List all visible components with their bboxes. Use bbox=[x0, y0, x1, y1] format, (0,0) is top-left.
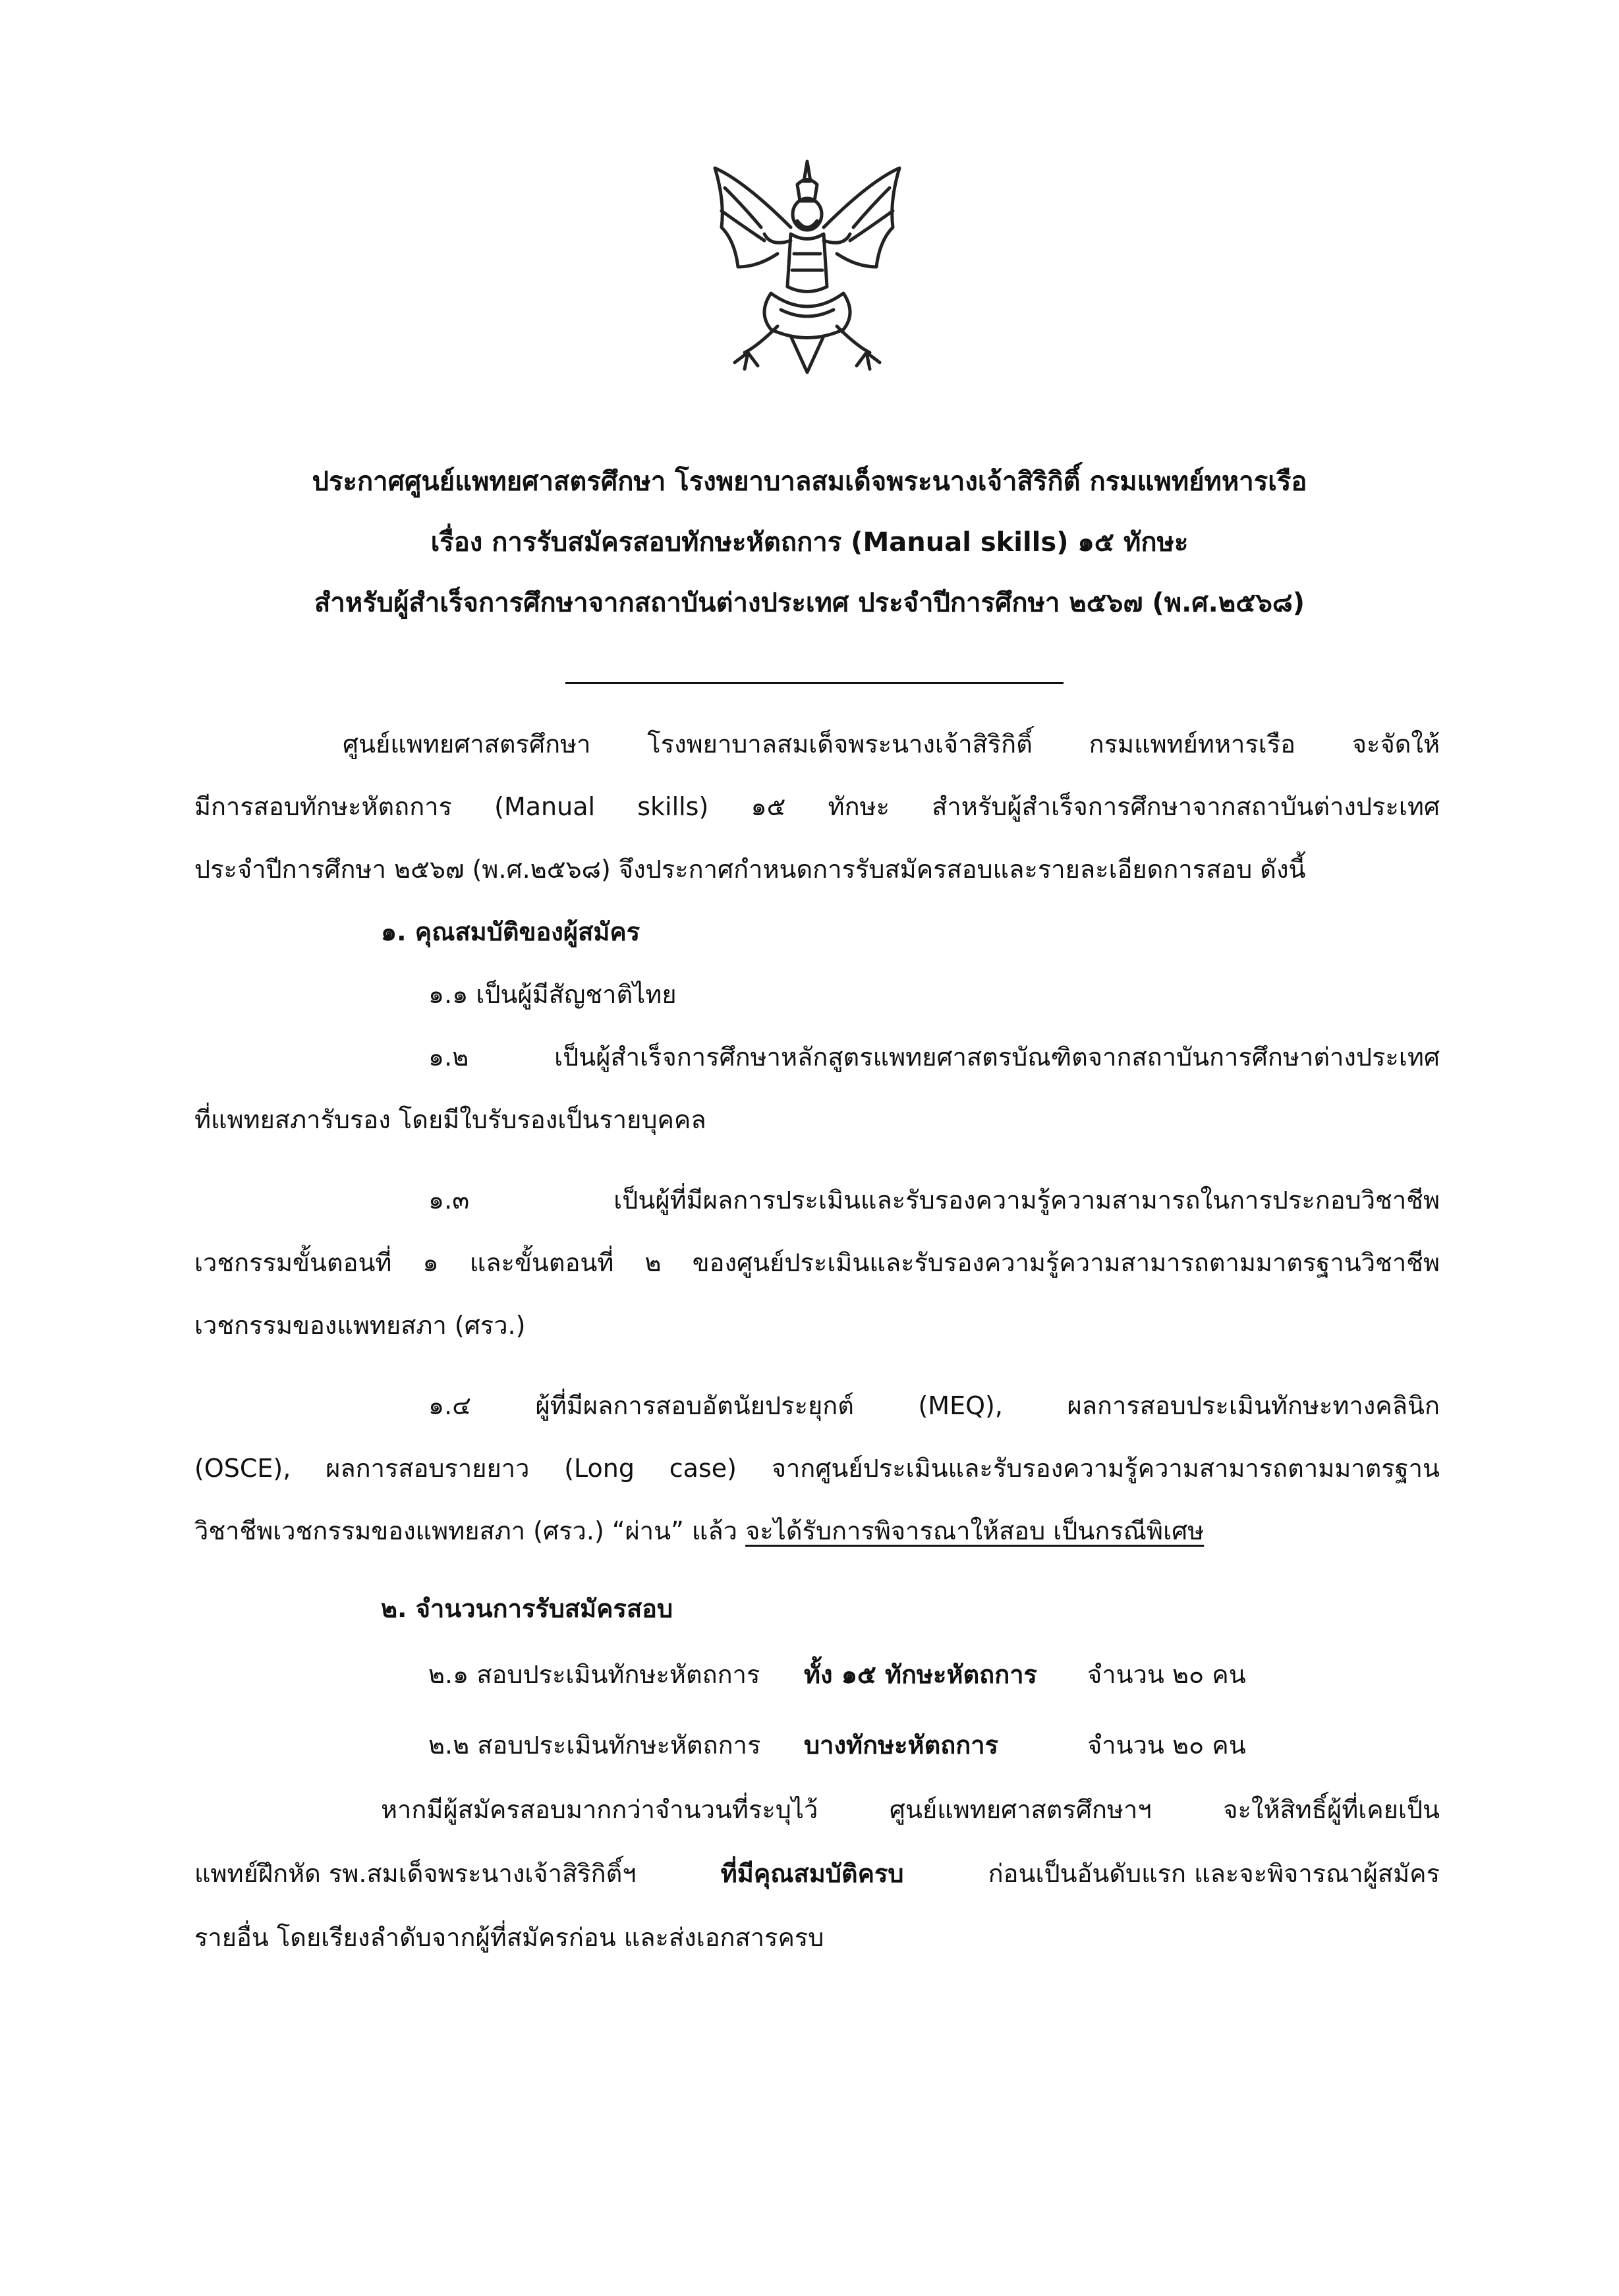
item-1-3-line-3: เวชกรรมของแพทยสภา (ศรว.) bbox=[194, 1311, 526, 1340]
announcement-scope: สำหรับผู้สำเร็จการศึกษาจากสถาบันต่างประเทศ ประจำปีการศึกษา ๒๕๖๗ (พ.ศ.๒๕๖๘) bbox=[314, 588, 1305, 618]
priority-line-1: หากมีผู้สมัครสอบมากกว่าจำนวนที่ระบุไว้ ศูนย์แพทยศาสตรศึกษาฯ จะให้สิทธิ์ผู้ที่เคยเป็น bbox=[381, 1795, 1440, 1824]
item-1-3-line-2: เวชกรรมขั้นตอนที่ ๑ และขั้นตอนที่ ๒ ของศูนย์ประเมินและรับรองความรู้ความสามารถตามมาตรฐานวิชาชีพ bbox=[194, 1248, 1440, 1277]
item-1-2-line-1: ๑.๒ เป็นผู้สำเร็จการศึกษาหลักสูตรแพทยศาสตรบัณฑิตจากสถาบันการศึกษาต่างประเทศ bbox=[428, 1043, 1440, 1072]
item-1-4-line-2: (OSCE), ผลการสอบรายยาว (Long case) จากศูนย์ประเมินและรับรองความรู้ความสามารถตามมาตรฐาน bbox=[194, 1454, 1440, 1483]
intro-line-3: ประจำปีการศึกษา ๒๕๖๗ (พ.ศ.๒๕๖๘) จึงประกาศกำหนดการรับสมัครสอบและรายละเอียดการสอบ ดังนี้ bbox=[194, 855, 1306, 884]
announcement-subject: เรื่อง การรับสมัครสอบทักษะหัตถการ (Manual skills) ๑๕ ทักษะ bbox=[430, 527, 1189, 558]
title-divider bbox=[565, 682, 1064, 684]
item-1-4-line-1: ๑.๔ ผู้ที่มีผลการสอบอัตนัยประยุกต์ (MEQ), ผลการสอบประเมินทักษะทางคลินิก bbox=[428, 1391, 1440, 1420]
section-2-title: ๒. จำนวนการรับสมัครสอบ bbox=[381, 1594, 673, 1623]
announcement-title: ประกาศศูนย์แพทยศาสตรศึกษา โรงพยาบาลสมเด็จพระนางเจ้าสิริกิติ์ กรมแพทย์ทหารเรือ bbox=[312, 467, 1307, 497]
item-1-4-line-3 bbox=[194, 1510, 1204, 1551]
item-1-2-line-2: ที่แพทยสภารับรอง โดยมีใบรับรองเป็นรายบุคคล bbox=[194, 1105, 706, 1134]
quota-row-2-count: จำนวน ๒๐ คน bbox=[1087, 1731, 1246, 1760]
priority-intern-text: แพทย์ฝึกหัด รพ.สมเด็จพระนางเจ้าสิริกิติ์ฯ bbox=[194, 1859, 637, 1888]
quota-row-1-count: จำนวน ๒๐ คน bbox=[1087, 1660, 1246, 1689]
item-1-3-line-1: ๑.๓ เป็นผู้ที่มีผลการประเมินและรับรองความรู้ความสามารถในการประกอบวิชาชีพ bbox=[428, 1186, 1440, 1215]
quota-row-1-scope: ทั้ง ๑๕ ทักษะหัตถการ bbox=[804, 1660, 1037, 1689]
intro-line-1: ศูนย์แพทยศาสตรศึกษา โรงพยาบาลสมเด็จพระนางเจ้าสิริกิติ์ กรมแพทย์ทหารเรือ จะจัดให้ bbox=[343, 730, 1440, 759]
quota-row-2-scope: บางทักษะหัตถการ bbox=[804, 1731, 999, 1760]
garuda-emblem-icon bbox=[698, 155, 916, 379]
priority-line-2 bbox=[194, 1853, 1440, 1893]
qualified-emphasis: ที่มีคุณสมบัติครบ bbox=[720, 1859, 904, 1888]
intro-line-2: มีการสอบทักษะหัตถการ (Manual skills) ๑๕ ทักษะ สำหรับผู้สำเร็จการศึกษาจากสถาบันต่างประเทศ bbox=[194, 792, 1440, 821]
priority-order-text: ก่อนเป็นอันดับแรก และจะพิจารณาผู้สมัคร bbox=[988, 1859, 1440, 1888]
special-case-note: จะได้รับการพิจารณาให้สอบ เป็นกรณีพิเศษ bbox=[745, 1516, 1205, 1545]
quota-row-1-label: ๒.๑ สอบประเมินทักษะหัตถการ bbox=[428, 1660, 760, 1689]
quota-row-2-label: ๒.๒ สอบประเมินทักษะหัตถการ bbox=[428, 1731, 761, 1760]
priority-line-3: รายอื่น โดยเรียงลำดับจากผู้ที่สมัครก่อน และส่งเอกสารครบ bbox=[194, 1923, 824, 1952]
section-1-title: ๑. คุณสมบัติของผู้สมัคร bbox=[381, 917, 640, 946]
item-1-1: ๑.๑ เป็นผู้มีสัญชาติไทย bbox=[428, 980, 677, 1009]
item-1-4-status-text: วิชาชีพเวชกรรมของแพทยสภา (ศรว.) “ผ่าน” แล้ว bbox=[194, 1516, 746, 1545]
